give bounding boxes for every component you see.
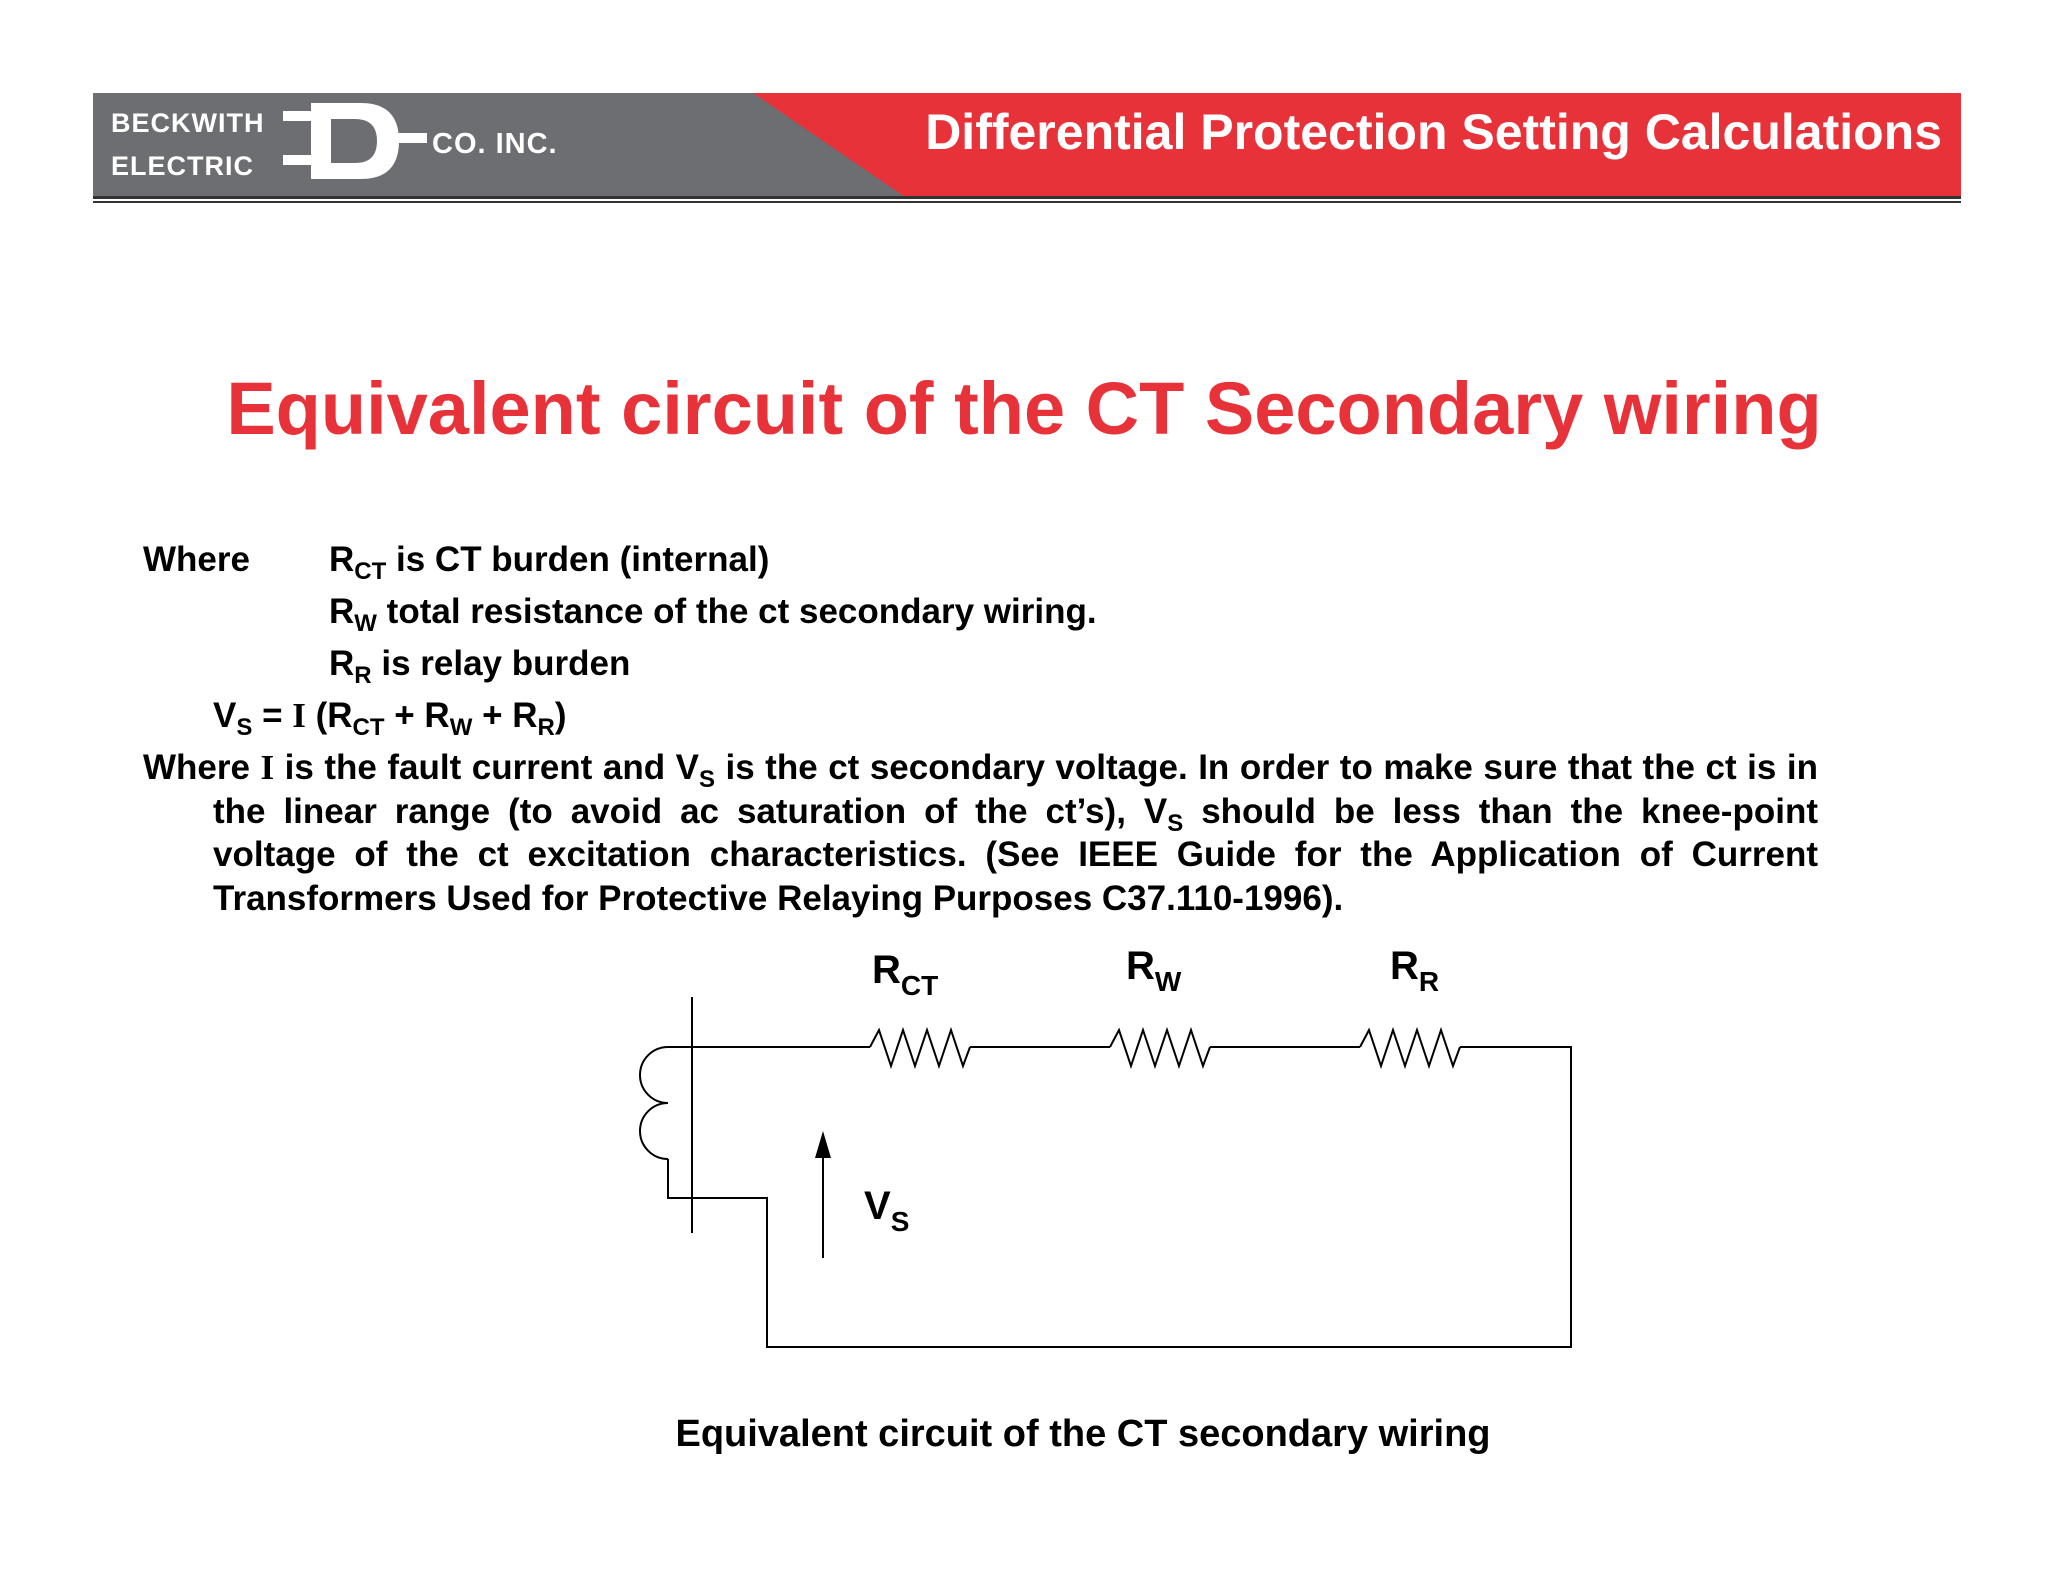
definition-rct: $R_{CT}$ is CT burden (internal) [329,540,770,585]
label-vs: $V_S$ [864,1184,910,1237]
label-rct: $R_{CT}$ [872,948,939,1001]
explanation-paragraph: Where I is the fault current and $V_S$ is the ct secondary voltage. In order to make sure that the ct is in the linear range (to avoid ac saturation of the ct’s), $V_S$ should be less than the knee-point voltage of the ct excitation characteristics. (See IEEE Guide for the Application of Current Transformers Used for Protective Relaying Purposes C37.110-1996). [143,748,1818,918]
return-wire [668,1047,1571,1347]
header-title: Differential Protection Setting Calculations [925,104,1942,160]
where-label: Where [143,540,250,579]
header-rule [93,196,1961,204]
label-rr: $R_R$ [1390,944,1440,997]
slide-title: Equivalent circuit of the CT Secondary wiring [226,367,1822,450]
logo-text-electric: ELECTRIC [111,151,254,181]
ct-winding-icon [640,1047,668,1159]
label-rw: $R_W$ [1126,944,1182,997]
figure-caption: Equivalent circuit of the CT secondary wiring [675,1413,1491,1455]
definition-rr: $R_R$ is relay burden [329,644,631,689]
logo-text-co-inc: CO. INC. [432,128,558,160]
definition-rw: $R_W$ total resistance of the ct secondary wiring. [329,592,1097,637]
resistor-rr-icon [1360,1030,1460,1066]
voltage-equation: $V_S = I$ $(R_{CT} + R_W + R_R)$ [213,696,567,741]
resistor-rw-icon [1110,1030,1210,1066]
logo-text-beckwith: BECKWITH [111,108,265,138]
resistor-rct-icon [870,1030,970,1066]
